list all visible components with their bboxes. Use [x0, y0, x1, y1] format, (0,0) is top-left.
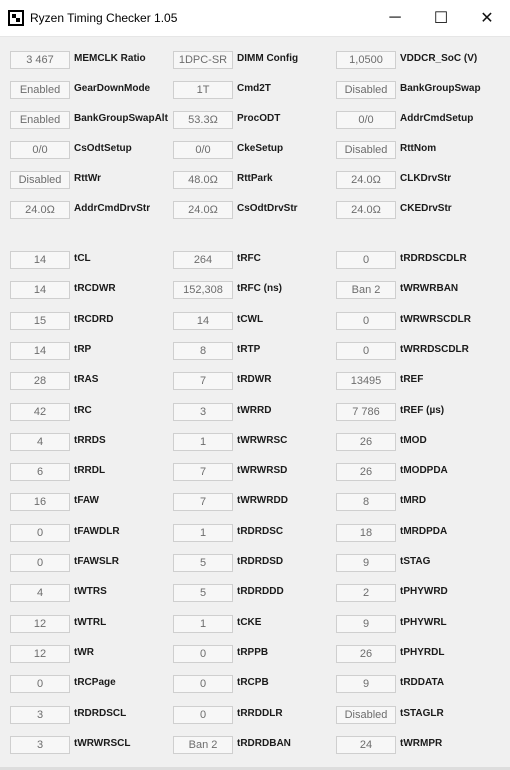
timings-value-field[interactable]: 0	[10, 524, 70, 542]
timings-value-field[interactable]: 3	[173, 403, 233, 421]
settings-label: RttPark	[237, 173, 273, 184]
timings-value-field[interactable]: 7	[173, 372, 233, 390]
timings-label: tWRWRBAN	[400, 283, 459, 295]
timings-label: tRFC (ns)	[237, 283, 282, 295]
timings-label: tWRWRDD	[237, 495, 288, 507]
timings-label: tREF	[400, 374, 424, 386]
settings-value-field[interactable]: 24.0Ω	[173, 201, 233, 219]
settings-label: Cmd2T	[237, 83, 271, 94]
timings-label: tMOD	[400, 434, 427, 446]
settings-value-field[interactable]: Disabled	[10, 171, 70, 189]
timings-value-field[interactable]: 42	[10, 403, 70, 421]
timings-value-field[interactable]: 4	[10, 584, 70, 602]
settings-value-field[interactable]: 0/0	[173, 141, 233, 159]
timings-value-field[interactable]: 9	[336, 675, 396, 693]
timings-value-field[interactable]: 6	[10, 463, 70, 481]
settings-value-field[interactable]: Enabled	[10, 111, 70, 129]
settings-value-field[interactable]: 48.0Ω	[173, 171, 233, 189]
timings-label: tSTAGLR	[400, 707, 444, 719]
maximize-icon: ☐	[433, 10, 449, 27]
timings-value-field[interactable]: 1	[173, 615, 233, 633]
timings-value-field[interactable]: 9	[336, 615, 396, 633]
timings-label: tWRWRSC	[237, 434, 288, 446]
settings-label: AddrCmdDrvStr	[74, 203, 151, 214]
settings-value-field[interactable]: 53.3Ω	[173, 111, 233, 129]
settings-label: RttWr	[74, 173, 102, 184]
timings-label: tPHYWRD	[400, 586, 448, 598]
settings-value-field[interactable]: 1,0500	[336, 51, 396, 69]
settings-label: DIMM Config	[237, 53, 299, 64]
timings-value-field[interactable]: Ban 2	[173, 736, 233, 754]
timings-value-field[interactable]: 9	[336, 554, 396, 572]
timings-value-field[interactable]: 1	[173, 524, 233, 542]
timings-value-field[interactable]: 12	[10, 645, 70, 663]
timings-label: tRCDRD	[74, 313, 114, 325]
timings-value-field[interactable]: 26	[336, 645, 396, 663]
timings-label: tRRDDLR	[237, 707, 283, 719]
timings-label: tRDRDDD	[237, 586, 284, 598]
timings-value-field[interactable]: 16	[10, 493, 70, 511]
timings-value-field[interactable]: 26	[336, 433, 396, 451]
settings-label: CKEDrvStr	[400, 203, 452, 214]
timings-value-field[interactable]: Disabled	[336, 706, 396, 724]
timings-label: tRC	[74, 404, 92, 416]
settings-value-field[interactable]: 1DPC-SR	[173, 51, 233, 69]
timings-value-field[interactable]: 0	[173, 675, 233, 693]
settings-value-field[interactable]: Disabled	[336, 81, 396, 99]
timings-label: tWTRS	[74, 586, 107, 598]
timings-value-field[interactable]: 18	[336, 524, 396, 542]
timings-value-field[interactable]: 0	[173, 706, 233, 724]
timings-value-field[interactable]: 152,308	[173, 281, 233, 299]
settings-label: CsOdtSetup	[74, 143, 132, 154]
timings-label: tRDRDSD	[237, 556, 284, 567]
timings-value-field[interactable]: 7 786	[336, 403, 396, 421]
timings-value-field[interactable]: 0	[10, 675, 70, 693]
settings-label: BankGroupSwapAlt	[74, 113, 168, 124]
timings-value-field[interactable]: 5	[173, 584, 233, 602]
timings-value-field[interactable]: 0	[336, 312, 396, 330]
timings-label: tWRWRSCDLR	[400, 313, 471, 325]
timings-label: tRP	[74, 343, 92, 355]
timings-label: tRDRDSC	[237, 525, 284, 537]
settings-value-field[interactable]: 0/0	[10, 141, 70, 159]
timings-label: tRAS	[74, 374, 99, 386]
minimize-icon: ─	[389, 9, 401, 26]
timings-value-field[interactable]: 28	[10, 372, 70, 390]
timings-value-field[interactable]: 26	[336, 463, 396, 481]
settings-label: GearDownMode	[74, 83, 151, 94]
timings-label: tRDRDSCL	[74, 707, 127, 719]
timings-label: tRFC	[237, 253, 261, 264]
timings-label: tRCPB	[237, 677, 269, 689]
timings-label: tWRMPR	[400, 737, 443, 749]
timings-label: tCWL	[237, 313, 264, 325]
timings-value-field[interactable]: 24	[336, 736, 396, 754]
timings-label: tRRDS	[74, 434, 106, 446]
settings-label: CsOdtDrvStr	[237, 203, 298, 214]
settings-label: AddrCmdSetup	[400, 113, 474, 124]
settings-value-field[interactable]: 1T	[173, 81, 233, 99]
timings-label: tFAWSLR	[74, 556, 119, 567]
settings-label: RttNom	[400, 143, 437, 154]
timings-label: tWRRD	[237, 404, 272, 416]
timings-value-field[interactable]: 2	[336, 584, 396, 602]
timings-label: tWR	[74, 646, 94, 658]
timings-label: tCL	[74, 253, 91, 264]
settings-value-field[interactable]: 24.0Ω	[336, 171, 396, 189]
settings-value-field[interactable]: 3 467	[10, 51, 70, 69]
timings-label: tWRRDSCDLR	[400, 343, 469, 355]
timings-value-field[interactable]: 0	[336, 342, 396, 360]
timings-label: tRRDL	[74, 465, 106, 477]
settings-label: CkeSetup	[237, 143, 284, 154]
timings-value-field[interactable]: 14	[10, 251, 70, 269]
settings-label: ProcODT	[237, 113, 281, 124]
timings-label: tSTAG	[400, 556, 431, 567]
timings-value-field[interactable]: 14	[10, 342, 70, 360]
timings-value-field[interactable]: 0	[10, 554, 70, 572]
timings-label: tMODPDA	[400, 465, 448, 477]
timings-value-field[interactable]: 14	[10, 281, 70, 299]
settings-value-field[interactable]: Disabled	[336, 141, 396, 159]
timings-value-field[interactable]: 7	[173, 463, 233, 481]
settings-label: MEMCLK Ratio	[74, 53, 146, 64]
settings-label: BankGroupSwap	[400, 83, 481, 94]
timings-value-field[interactable]: 0	[173, 645, 233, 663]
timings-label: tPHYWRL	[400, 616, 447, 628]
timings-label: tMRDPDA	[400, 525, 448, 537]
timings-label: tRDWR	[237, 374, 272, 386]
timings-label: tWRWRSCL	[74, 737, 131, 749]
settings-label: VDDCR_SoC (V)	[400, 53, 478, 64]
timings-value-field[interactable]: 4	[10, 433, 70, 451]
timings-label: tFAW	[74, 495, 99, 507]
settings-value-field[interactable]: 24.0Ω	[10, 201, 70, 219]
timings-value-field[interactable]: 8	[336, 493, 396, 511]
timings-value-field[interactable]: 12	[10, 615, 70, 633]
timings-label: tRPPB	[237, 646, 269, 658]
timings-value-field[interactable]: 7	[173, 493, 233, 511]
timings-label: tMRD	[400, 495, 427, 507]
timings-value-field[interactable]: 264	[173, 251, 233, 269]
timings-label: tCKE	[237, 616, 262, 628]
timings-label: tRTP	[237, 343, 261, 355]
timings-label: tWRWRSD	[237, 465, 288, 477]
timings-value-field[interactable]: 8	[173, 342, 233, 360]
timings-value-field[interactable]: 14	[173, 312, 233, 330]
timings-value-field[interactable]: 5	[173, 554, 233, 572]
timings-label: tRDDATA	[400, 677, 445, 689]
timings-label: tRCPage	[74, 677, 116, 689]
timings-label: tRCDWR	[74, 283, 116, 295]
timings-value-field[interactable]: Ban 2	[336, 281, 396, 299]
timings-value-field[interactable]: 0	[336, 251, 396, 269]
timings-label: tFAWDLR	[74, 525, 120, 537]
timings-label: tRDRDSCDLR	[400, 253, 467, 264]
timings-value-field[interactable]: 3	[10, 736, 70, 754]
settings-value-field[interactable]: 24.0Ω	[336, 201, 396, 219]
settings-value-field[interactable]: 0/0	[336, 111, 396, 129]
timings-value-field[interactable]: 13495	[336, 372, 396, 390]
timings-label: tREF (µs)	[400, 404, 445, 416]
timings-label: tRDRDBAN	[237, 737, 291, 749]
settings-label: CLKDrvStr	[400, 173, 452, 184]
timings-label: tPHYRDL	[400, 646, 445, 658]
timings-label: tWTRL	[74, 616, 107, 628]
settings-value-field[interactable]: Enabled	[10, 81, 70, 99]
timings-value-field[interactable]: 15	[10, 312, 70, 330]
close-icon: ✕	[480, 10, 494, 27]
timings-value-field[interactable]: 3	[10, 706, 70, 724]
window-title: Ryzen Timing Checker 1.05	[30, 11, 178, 25]
timings-value-field[interactable]: 1	[173, 433, 233, 451]
